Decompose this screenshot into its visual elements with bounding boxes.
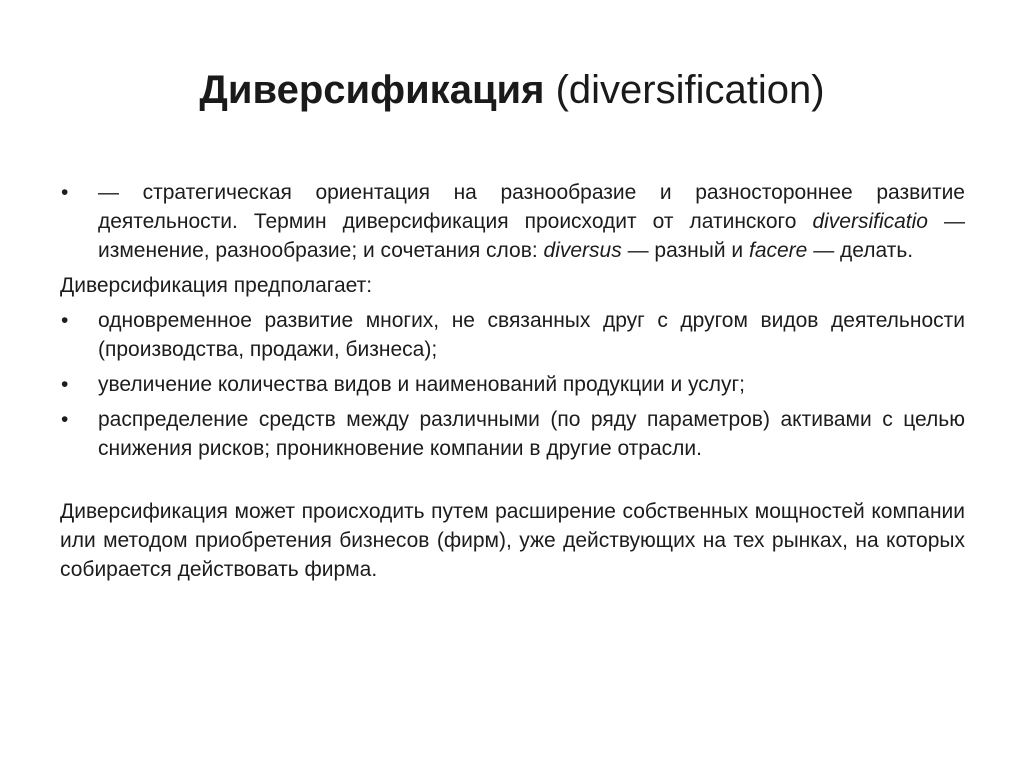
list-item-text: распределение средств между различными (по ряду параметров) активами с целью снижения рисков; проникновение компании в другие отрасли.: [98, 408, 965, 460]
latin-term-facere: facere: [748, 239, 808, 262]
bullet-marker: •: [61, 408, 69, 431]
title-parenthetical: (diversification): [555, 68, 825, 112]
definition-bullet: [60, 178, 965, 265]
list-item: [60, 405, 965, 463]
bullet-marker: •: [61, 373, 69, 396]
definition-text-2: — изменение, разнообразие; и сочетания слов:: [98, 210, 965, 262]
latin-term-diversus: diversus: [543, 239, 622, 262]
bullet-marker: •: [61, 181, 69, 204]
definition-text-3: — разный и: [621, 239, 749, 262]
title-main: Диверсификация: [199, 68, 545, 112]
list-item-text: увеличение количества видов и наименований продукции и услуг;: [98, 373, 746, 396]
spacer: [60, 469, 965, 497]
definition-text-1: — стратегическая ориентация на разнообразие и разностороннее развитие деятельности. Термин диверсификация происходит от латинского: [98, 181, 965, 233]
list-item-text: одновременное развитие многих, не связанных друг с другом видов деятельности (производства, продажи, бизнеса);: [98, 309, 965, 361]
list-item: [60, 306, 965, 364]
closing-paragraph: Диверсификация может происходить путем расширение собственных мощностей компании или методом приобретения бизнесов (фирм), уже действующих на тех рынках, на которых собирается действовать фирма.: [60, 500, 965, 581]
slide-title: [0, 66, 1024, 114]
definition-text-4: — делать.: [807, 239, 914, 262]
slide-body: [60, 178, 965, 584]
latin-term-diversificatio: diversificatio: [812, 210, 928, 233]
implies-heading: Диверсификация предполагает:: [60, 274, 373, 297]
bullet-marker: •: [61, 309, 69, 332]
list-item: [60, 370, 965, 399]
